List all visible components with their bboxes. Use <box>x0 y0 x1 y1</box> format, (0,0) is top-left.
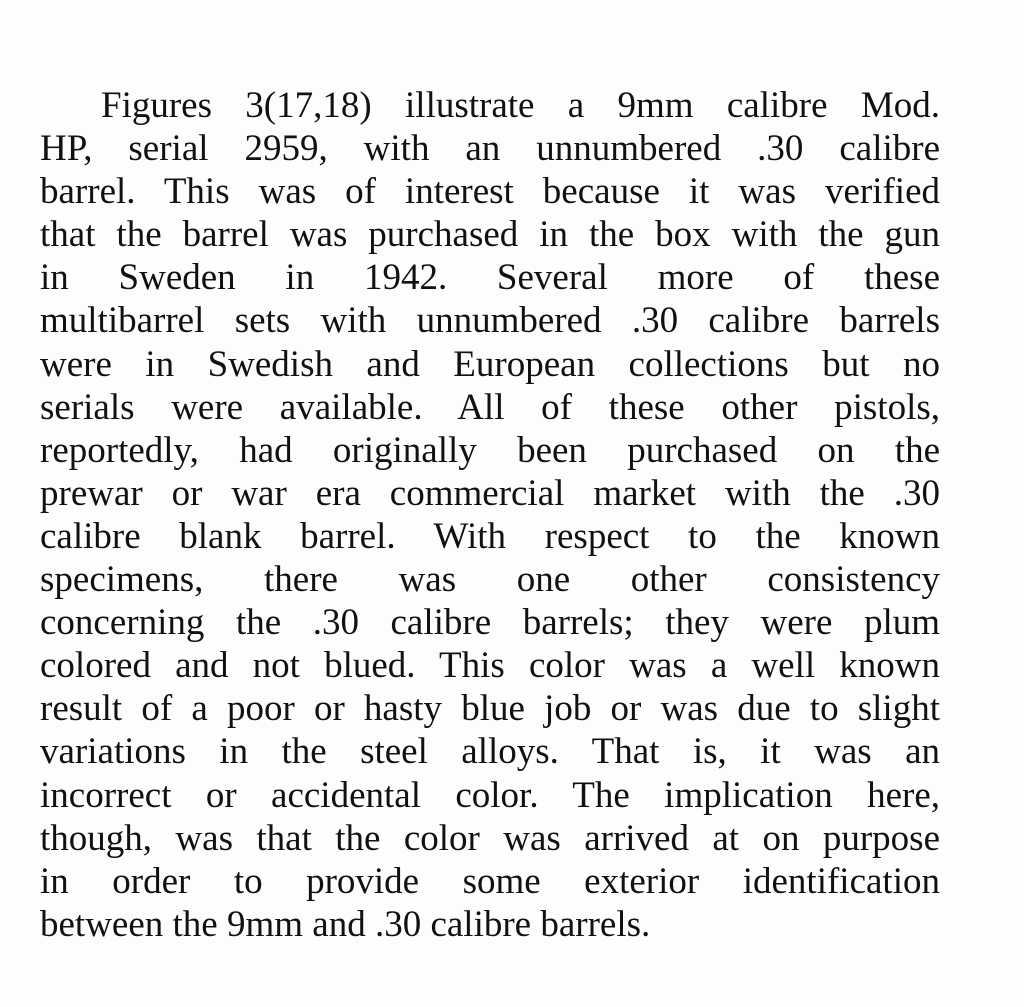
paragraph-line: in order to provide some exterior identification <box>40 860 940 902</box>
paragraph-line: concerning the .30 calibre barrels; they were plum <box>40 602 940 644</box>
paragraph-line: variations in the steel alloys. That is, it was an <box>40 731 940 773</box>
paragraph-line: though, was that the color was arrived at on purpose <box>40 817 940 859</box>
paragraph-line: reportedly, had originally been purchased on the <box>40 429 940 471</box>
paragraph-line: incorrect or accidental color. The implication here, <box>40 774 940 816</box>
paragraph-line: colored and not blued. This color was a well known <box>40 645 940 687</box>
paragraph-line: prewar or war era commercial market with the .30 <box>40 472 940 514</box>
paragraph-line: multibarrel sets with unnumbered .30 calibre barrels <box>40 300 940 342</box>
paragraph-line: between the 9mm and .30 calibre barrels. <box>40 903 651 945</box>
paragraph-line: were in Swedish and European collections but no <box>40 343 940 385</box>
paragraph-line: HP, serial 2959, with an unnumbered .30 calibre <box>40 128 940 170</box>
body-paragraph <box>40 84 940 946</box>
paragraph-line: in Sweden in 1942. Several more of these <box>40 257 940 299</box>
paragraph-line: barrel. This was of interest because it was verified <box>40 171 940 213</box>
paragraph-line: specimens, there was one other consistency <box>40 559 940 601</box>
paragraph-line: Figures 3(17,18) illustrate a 9mm calibre Mod. <box>101 85 940 126</box>
paragraph-line: calibre blank barrel. With respect to the known <box>40 515 940 557</box>
paragraph-line: serials were available. All of these other pistols, <box>40 386 940 428</box>
paragraph-line: that the barrel was purchased in the box with the gun <box>40 214 940 256</box>
paragraph-line: result of a poor or hasty blue job or was due to slight <box>40 688 940 730</box>
